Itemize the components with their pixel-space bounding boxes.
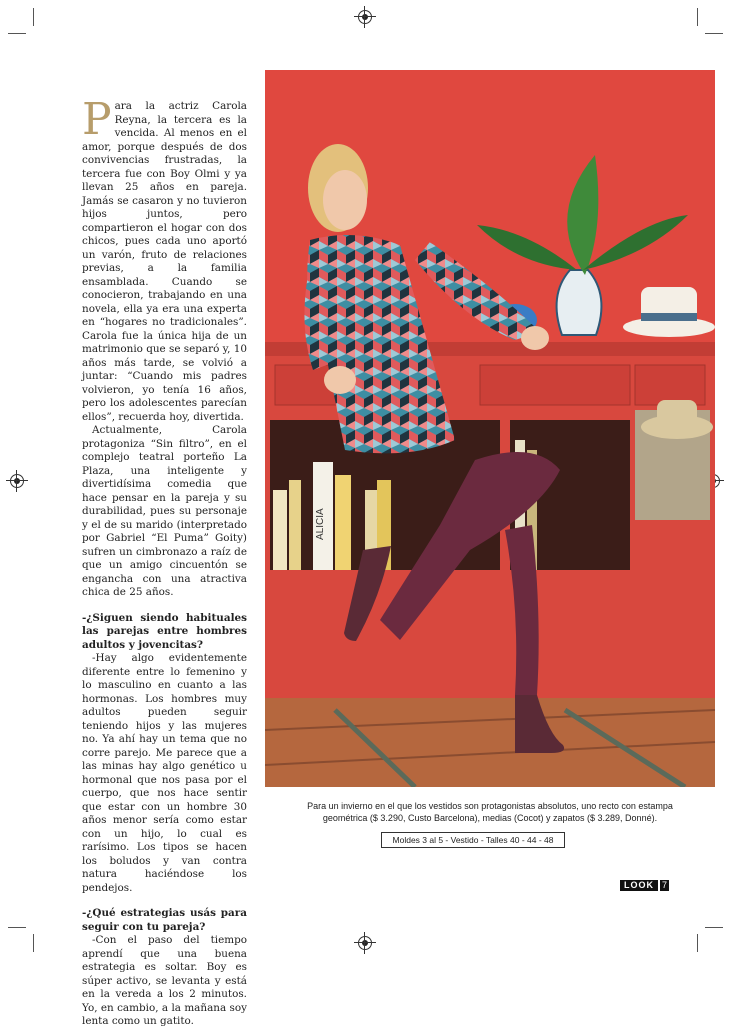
crop-mark <box>705 33 723 34</box>
page-folio <box>620 880 669 891</box>
caption-line: geométrica ($ 3.290, Custo Barcelona), medias (Cocot) y zapatos ($ 3.289, Donné). <box>322 813 658 823</box>
article-column <box>82 94 247 1029</box>
interview-question: -¿Qué estrategias usás para seguir con tu pareja? <box>82 907 247 933</box>
registration-mark-icon <box>10 474 24 488</box>
caption-line: Para un invierno en el que los vestidos son protagonistas absolutos, uno recto con estampa <box>307 801 673 811</box>
crop-mark <box>8 927 26 928</box>
interview-question: -¿Siguen siendo habituales las parejas entre hombres adultos y jovencitas? <box>82 611 247 651</box>
crop-mark <box>33 934 34 952</box>
magazine-logo: LOOK <box>620 880 658 891</box>
crop-mark <box>697 934 698 952</box>
crop-mark <box>8 33 26 34</box>
registration-mark-icon <box>358 10 372 24</box>
pattern-sizes-box: Moldes 3 al 5 - Vestido - Talles 40 - 44 - 48 <box>381 832 565 848</box>
fashion-photo <box>265 70 715 787</box>
crop-mark <box>705 927 723 928</box>
interview-answer: -Con el paso del tiempo aprendí que una buena estrategia es soltar. Boy es súper activo, se levanta y está en la vereda a los 2 minutos. Yo, en cambio, a la mañana soy lenta como un gatito. <box>82 934 247 1027</box>
article-paragraph: Para la actriz Carola Reyna, la tercera es la vencida. Al menos en el amor, porque después de dos convivencias frustradas, la tercera fue con Boy Olmi y ya llevan 25 años en pareja. Jamás se casaron y no tuvieron hijos juntos, pero compartieron el hogar con dos chicos, pues cada uno aportó un varón, fruto de relaciones previas, a la familia ensamblada. Cuando se conocieron, trabajando en una novela, ella ya era una experta en “hogares no tradicionales”. Carola fue la única hija de un matrimonio que se separó y, 10 años más tarde, se volvió a juntar: “Cuando mis padres volvieron, yo tenía 16 años, pero los adolescentes parecían ellos”, recuerda hoy, divertida. <box>82 94 247 423</box>
page-number: 7 <box>662 880 668 890</box>
crop-mark <box>33 8 34 26</box>
photo-caption <box>290 800 690 824</box>
book-title: ALICIA <box>315 508 326 540</box>
crop-mark <box>697 8 698 26</box>
article-paragraph: Actualmente, Carola protagoniza “Sin filtro”, en el complejo teatral porteño La Plaza, una inteligente y divertidísima comedia que hace pensar en la pareja y su durabilidad, pues su personaje y el de su marido (interpretado por Gabriel “El Puma” Goity) sufren un cimbronazo a raíz de que un amigo cincuentón se engancha con una atractiva chica de 25 años. <box>82 424 247 598</box>
photo-illustration <box>265 70 715 787</box>
registration-mark-icon <box>358 936 372 950</box>
drop-cap: P <box>82 94 112 145</box>
interview-answer: -Hay algo evidentemente diferente entre lo femenino y lo masculino en cuanto a las hormonas. Los hombres muy adultos pueden seguir teniendo hijos y las mujeres no. Ya ahí hay un tema que no corre parejo. Me parece que a las minas hay algo genético u hormonal que nos pasa por el cuerpo, que nos hace sentir que estar con un hombre 30 años menor sería como estar con un hijo, lo cual es rarísimo. Los tipos se hacen los boludos y van contra natura haciéndose los pendejos. <box>82 652 247 894</box>
